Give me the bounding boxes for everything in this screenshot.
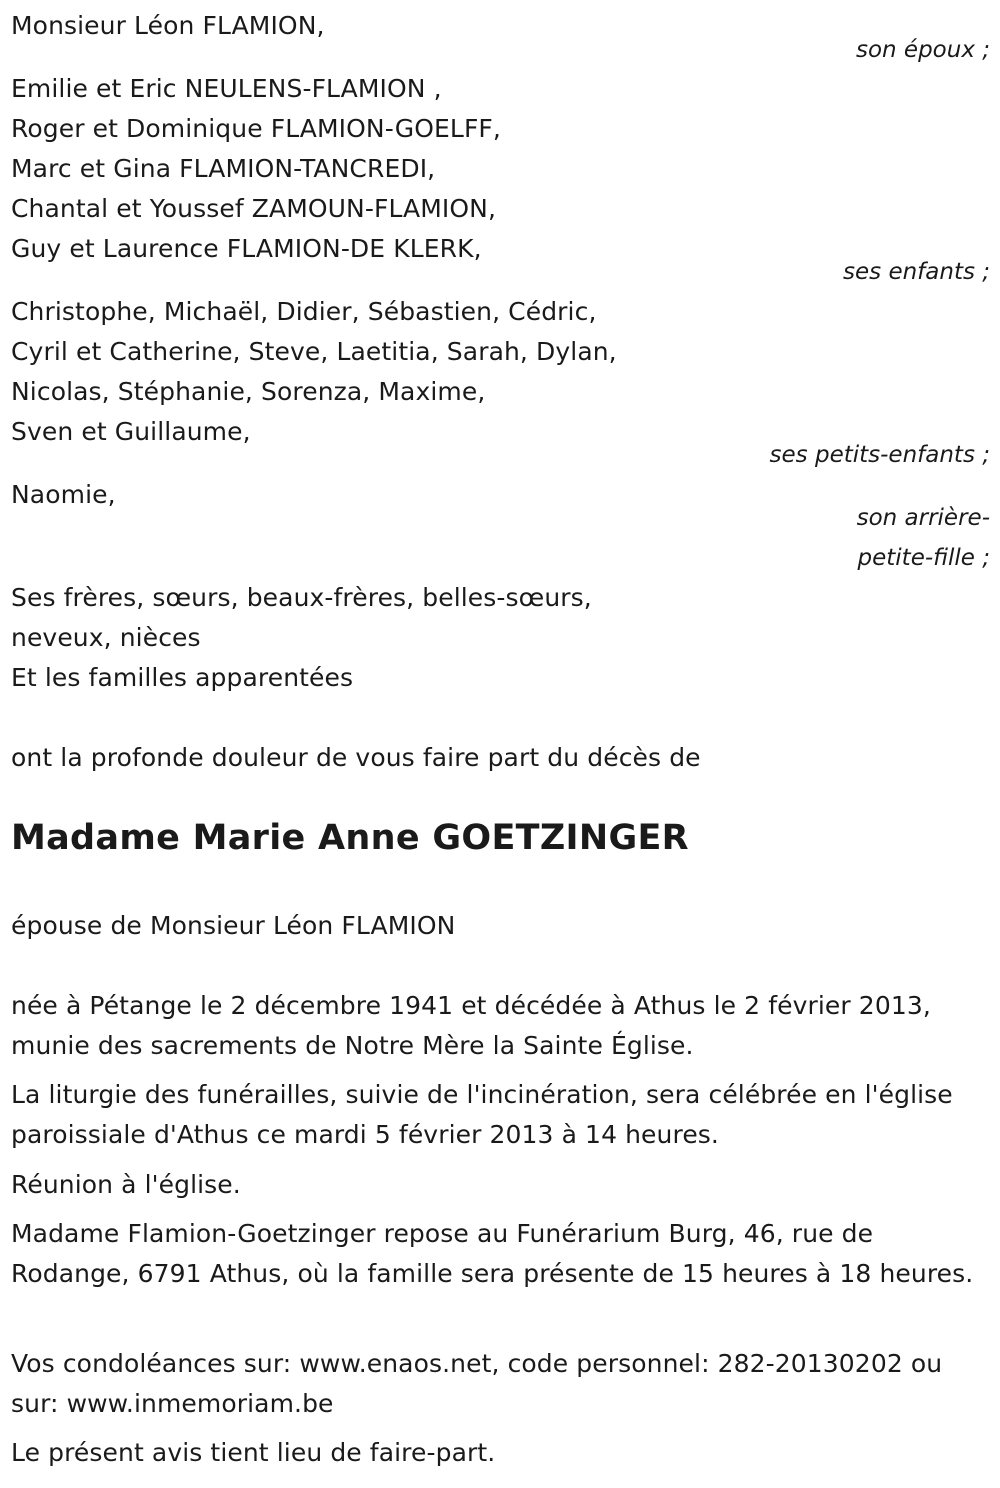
family-line: Et les familles apparentées (11, 663, 354, 692)
meeting-paragraph: Réunion à l'église. (11, 1170, 241, 1199)
family-line: neveux, nièces (11, 623, 201, 652)
liturgy-paragraph: La liturgie des funérailles, suivie de l'incinération, sera célébrée en l'église paroissiale d'Athus ce mardi 5 février 2013 à 14 heures. (11, 1080, 953, 1149)
child-line: Roger et Dominique FLAMION-GOELFF, (11, 114, 501, 143)
announcement-text: ont la profonde douleur de vous faire part du décès de (11, 743, 701, 772)
great-grandchild-role-line2: petite-fille ; (857, 545, 990, 571)
grandchild-line: Cyril et Catherine, Steve, Laetitia, Sarah, Dylan, (11, 337, 617, 366)
great-grandchild-role-line1: son arrière- (856, 505, 990, 531)
grandchild-line: Nicolas, Stéphanie, Sorenza, Maxime, (11, 377, 486, 406)
child-line: Marc et Gina FLAMION-TANCREDI, (11, 154, 436, 183)
grandchild-line: Sven et Guillaume, (11, 417, 251, 446)
family-line: Ses frères, sœurs, beaux-frères, belles-sœurs, (11, 583, 592, 612)
grandchildren-role: ses petits-enfants ; (769, 442, 990, 468)
child-line: Guy et Laurence FLAMION-DE KLERK, (11, 234, 482, 263)
notice-paragraph: Le présent avis tient lieu de faire-part. (11, 1438, 496, 1467)
funeral-home-paragraph: Madame Flamion-Goetzinger repose au Funérarium Burg, 46, rue de Rodange, 6791 Athus, où la famille sera présente de 15 heures à 18 heures. (11, 1219, 974, 1288)
birth-death-paragraph: née à Pétange le 2 décembre 1941 et décédée à Athus le 2 février 2013, munie des sacrements de Notre Mère la Sainte Église. (11, 991, 931, 1060)
spouse-of-text: épouse de Monsieur Léon FLAMION (11, 911, 456, 940)
condolences-paragraph: Vos condoléances sur: www.enaos.net, code personnel: 282-20130202 ou sur: www.inmemoriam.be (11, 1349, 943, 1418)
children-role: ses enfants ; (843, 259, 990, 285)
grandchild-line: Christophe, Michaël, Didier, Sébastien, Cédric, (11, 297, 597, 326)
child-line: Chantal et Youssef ZAMOUN-FLAMION, (11, 194, 497, 223)
deceased-name: Madame Marie Anne GOETZINGER (11, 818, 689, 858)
spouse-role: son époux ; (855, 37, 990, 63)
child-line: Emilie et Eric NEULENS-FLAMION , (11, 74, 442, 103)
spouse-name: Monsieur Léon FLAMION, (11, 11, 325, 40)
great-grandchild-name: Naomie, (11, 480, 116, 509)
